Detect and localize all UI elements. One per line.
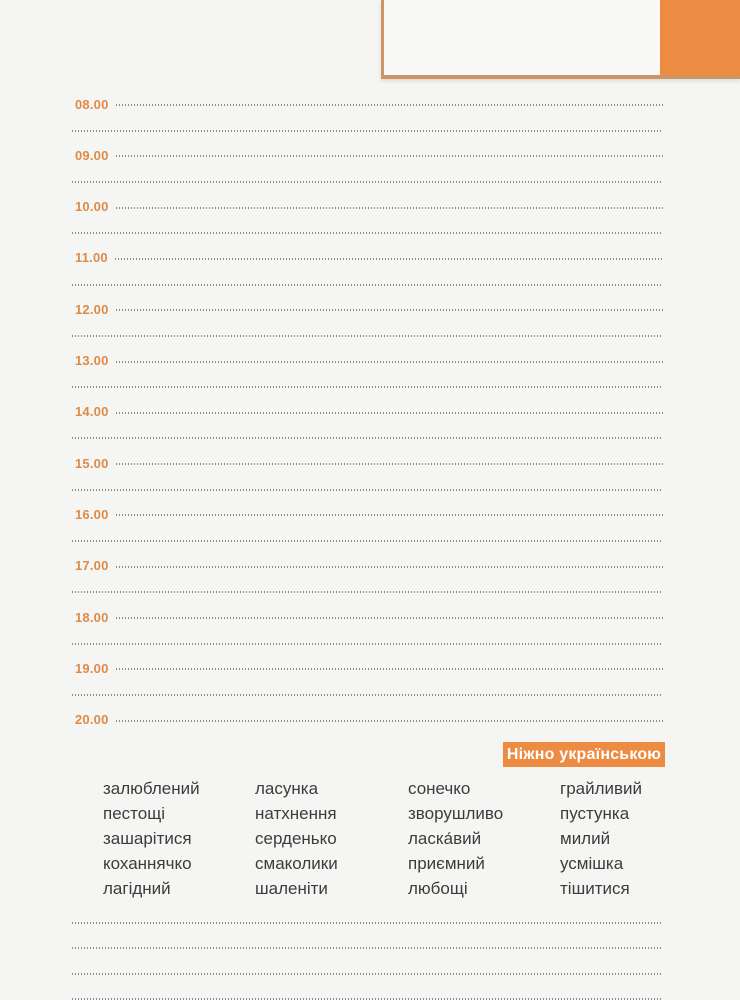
half-hour-row bbox=[72, 323, 663, 349]
vocab-word: пестощі bbox=[103, 804, 165, 823]
vocab-word: приємний bbox=[408, 854, 485, 873]
time-row bbox=[72, 502, 663, 528]
time-row bbox=[72, 92, 663, 118]
dotted-line bbox=[116, 566, 663, 568]
dotted-line bbox=[72, 130, 663, 132]
vocab-word: зворушливо bbox=[408, 804, 504, 823]
half-hour-row bbox=[72, 169, 663, 195]
vocab-column-3 bbox=[408, 776, 503, 901]
time-label: 20.00 bbox=[75, 712, 109, 728]
time-row bbox=[72, 656, 663, 682]
time-row bbox=[72, 708, 663, 734]
vocab-word: ласка́вий bbox=[408, 829, 482, 848]
half-hour-row bbox=[72, 374, 663, 400]
half-hour-row bbox=[72, 272, 663, 298]
time-row bbox=[72, 297, 663, 323]
dotted-line bbox=[72, 437, 663, 439]
time-label: 11.00 bbox=[75, 250, 108, 266]
vocab-word: серденько bbox=[255, 829, 337, 848]
time-row bbox=[72, 400, 663, 426]
time-label: 10.00 bbox=[75, 199, 109, 215]
dotted-line bbox=[72, 284, 663, 286]
dotted-line bbox=[72, 386, 663, 388]
dotted-line bbox=[72, 540, 663, 542]
vocab-word: пустунка bbox=[560, 804, 630, 823]
time-label: 15.00 bbox=[75, 455, 109, 471]
note-dotted-line bbox=[72, 922, 663, 924]
vocab-banner: Ніжно українською bbox=[503, 742, 665, 767]
dotted-line bbox=[116, 155, 663, 157]
time-label: 08.00 bbox=[75, 96, 109, 112]
time-label: 13.00 bbox=[75, 353, 109, 368]
half-hour-row bbox=[72, 118, 663, 144]
dotted-line bbox=[116, 463, 663, 465]
vocab-word: ласунка bbox=[255, 779, 319, 798]
vocab-word: смаколики bbox=[255, 854, 338, 873]
dotted-line bbox=[116, 668, 663, 670]
dotted-line bbox=[72, 232, 663, 234]
dotted-line bbox=[116, 309, 663, 311]
vocab-word: грайливий bbox=[560, 779, 643, 798]
vocab-column-1 bbox=[103, 776, 200, 901]
time-row bbox=[72, 246, 663, 272]
dotted-line bbox=[116, 720, 663, 722]
dotted-line bbox=[116, 514, 663, 516]
time-label: 12.00 bbox=[75, 301, 109, 317]
vocab-word: усмішка bbox=[560, 854, 624, 873]
time-label: 19.00 bbox=[75, 660, 109, 676]
half-hour-row bbox=[72, 682, 663, 708]
vocab-word: любощі bbox=[408, 879, 468, 898]
vocab-word: залюблений bbox=[103, 779, 200, 798]
dotted-line bbox=[116, 207, 663, 209]
header-note-box bbox=[384, 0, 660, 75]
note-dotted-line bbox=[72, 947, 663, 949]
dotted-line bbox=[116, 617, 663, 619]
time-row bbox=[72, 451, 663, 477]
header-accent-block bbox=[381, 0, 740, 79]
vocab-word: зашарітися bbox=[103, 829, 192, 848]
dotted-line bbox=[115, 258, 663, 260]
vocab-column-4 bbox=[560, 776, 642, 901]
dotted-line bbox=[72, 591, 663, 593]
dotted-line bbox=[72, 489, 663, 491]
time-label: 14.00 bbox=[75, 404, 109, 420]
dotted-line bbox=[72, 181, 663, 183]
time-row bbox=[72, 195, 663, 221]
dotted-line bbox=[116, 361, 663, 363]
vocab-word: тішитися bbox=[560, 879, 630, 898]
time-label: 16.00 bbox=[75, 506, 109, 522]
dotted-line bbox=[72, 643, 663, 645]
dotted-line bbox=[72, 694, 663, 696]
dotted-line bbox=[116, 104, 663, 106]
vocab-word: шаленіти bbox=[255, 879, 328, 898]
time-row bbox=[72, 605, 663, 631]
vocab-word: коханнячко bbox=[103, 854, 192, 873]
time-label: 18.00 bbox=[75, 609, 109, 625]
half-hour-row bbox=[72, 425, 663, 451]
vocab-word: милий bbox=[560, 829, 611, 848]
half-hour-row bbox=[72, 220, 663, 246]
time-row bbox=[72, 349, 663, 375]
half-hour-row bbox=[72, 477, 663, 503]
half-hour-row bbox=[72, 528, 663, 554]
time-row bbox=[72, 554, 663, 580]
vocab-word: лагідний bbox=[103, 879, 171, 898]
half-hour-row bbox=[72, 631, 663, 657]
note-dotted-line bbox=[72, 973, 663, 975]
half-hour-row bbox=[72, 579, 663, 605]
dotted-line bbox=[116, 412, 663, 414]
vocab-column-2 bbox=[255, 776, 338, 901]
vocab-word: сонечко bbox=[408, 779, 471, 798]
time-row bbox=[72, 143, 663, 169]
time-label: 09.00 bbox=[75, 147, 109, 163]
vocab-word: натхнення bbox=[255, 804, 337, 823]
time-label: 17.00 bbox=[75, 558, 109, 574]
dotted-line bbox=[72, 335, 663, 337]
